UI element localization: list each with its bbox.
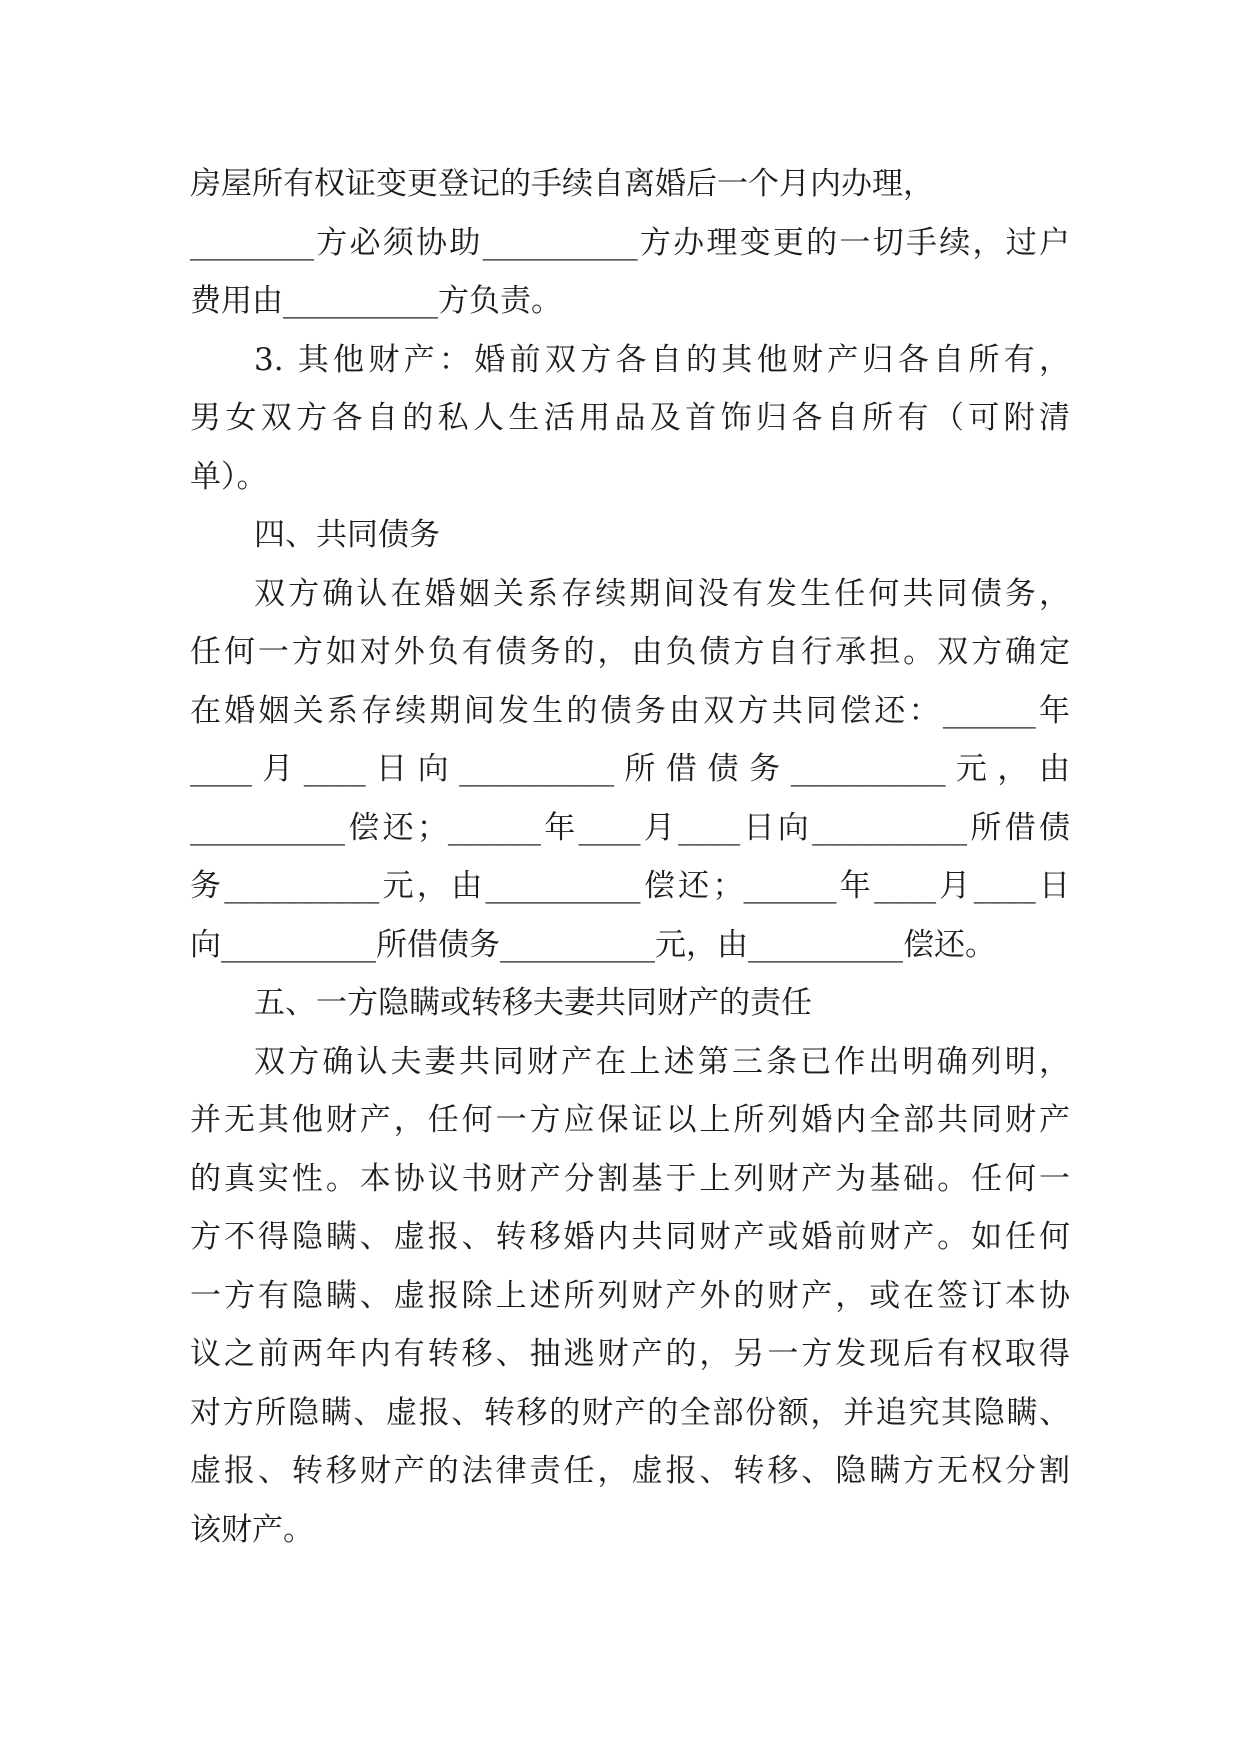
text-line-other-property: 3. 其他财产：婚前双方各自的其他财产归各自所有， bbox=[254, 341, 1070, 378]
text-line-personal-items: 男女双方各自的私人生活用品及首饰归各自所有（可附清 bbox=[190, 400, 1070, 436]
text-line-concealment-4: 方不得隐瞒、虚报、转移婚内共同财产或婚前财产。如任何 bbox=[190, 1219, 1070, 1255]
text-line-concealment-1: 双方确认夫妻共同财产在上述第三条已作出明确列明， bbox=[254, 1043, 1070, 1080]
text-line-debts-4: ____ 月 ____ 日 向 __________ 所 借 债 务 __________ 元 ， 由 bbox=[190, 751, 1070, 787]
text-line-concealment-8: 虚报、转移财产的法律责任，虚报、转移、隐瞒方无权分割 bbox=[190, 1453, 1070, 1489]
text-line-concealment-7: 对方所隐瞒、虚报、转移的财产的全部份额，并追究其隐瞒、 bbox=[190, 1394, 1070, 1431]
text-line-concealment-9: 该财产。 bbox=[190, 1511, 314, 1548]
text-line-concealment-6: 议之前两年内有转移、抽逃财产的，另一方发现后有权取得 bbox=[190, 1336, 1070, 1372]
text-line-concealment-3: 的真实性。本协议书财产分割基于上列财产为基础。任何一 bbox=[190, 1160, 1070, 1197]
section-heading-joint-debts: 四、共同债务 bbox=[254, 517, 440, 553]
text-line-house-title: 房屋所有权证变更登记的手续自离婚后一个月内办理， bbox=[190, 166, 934, 202]
text-line-assist-transfer: ________方必须协助__________方办理变更的一切手续，过户 bbox=[190, 224, 1070, 261]
text-line-concealment-2: 并无其他财产，任何一方应保证以上所列婚内全部共同财产 bbox=[190, 1102, 1070, 1138]
text-line-debts-6: 务__________元，由__________偿还；______年____月____日 bbox=[190, 868, 1070, 904]
text-line-debts-7: 向__________所借债务__________元，由__________偿还。 bbox=[190, 926, 996, 963]
text-line-debts-5: __________偿还；______年____月____日向__________所借债 bbox=[190, 809, 1070, 846]
text-line-debts-1: 双方确认在婚姻关系存续期间没有发生任何共同债务， bbox=[254, 575, 1070, 612]
text-line-transfer-fee: 费用由__________方负责。 bbox=[190, 283, 562, 319]
text-line-debts-2: 任何一方如对外负有债务的，由负债方自行承担。双方确定 bbox=[190, 634, 1070, 670]
text-line-debts-3: 在婚姻关系存续期间发生的债务由双方共同偿还：______年 bbox=[190, 692, 1070, 729]
text-line-list-end: 单）。 bbox=[190, 458, 268, 495]
document-body bbox=[190, 155, 1070, 1559]
section-heading-concealment: 五、一方隐瞒或转移夫妻共同财产的责任 bbox=[254, 985, 812, 1021]
text-line-concealment-5: 一方有隐瞒、虚报除上述所列财产外的财产，或在签订本协 bbox=[190, 1277, 1070, 1314]
